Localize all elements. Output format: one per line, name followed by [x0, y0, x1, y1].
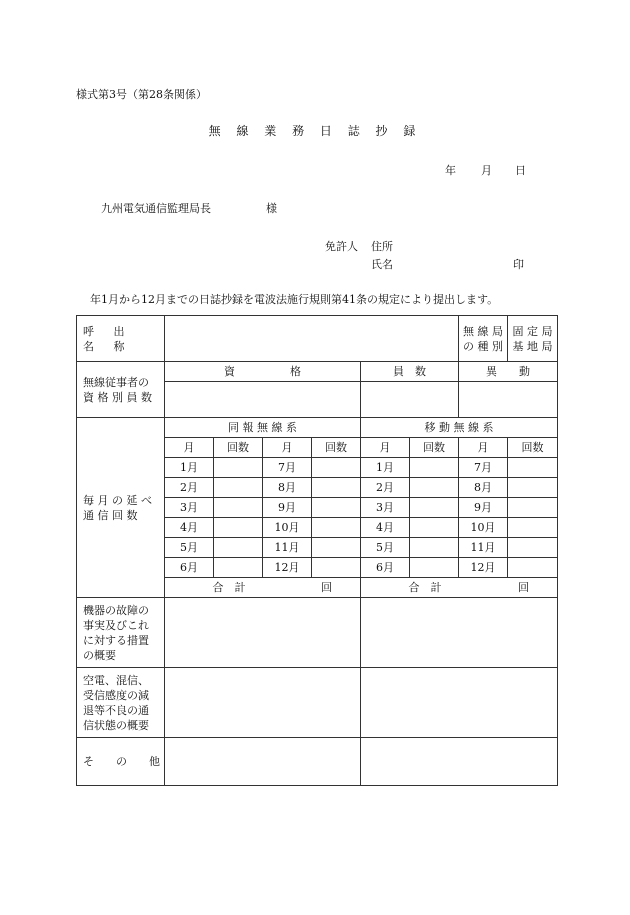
log-summary-table — [76, 315, 558, 786]
count-cell — [508, 538, 558, 558]
other-mobile-value — [361, 738, 558, 786]
month-cell: 1月 — [361, 458, 410, 478]
count-cell — [410, 538, 459, 558]
licensee-label: 免許人 — [325, 240, 358, 253]
staff-header-row — [77, 362, 558, 382]
date-month-label: 月 — [481, 164, 492, 177]
count-cell — [214, 458, 263, 478]
broadcast-total: 合 計 回 — [165, 578, 361, 598]
other-broadcast-value — [165, 738, 361, 786]
change-header: 異 動 — [459, 362, 558, 382]
addressee: 九州電気通信監理局長 — [101, 202, 211, 215]
month-cell: 9月 — [459, 498, 508, 518]
staff-qualification-label: 無線従事者の 資 格 別 員 数 — [77, 362, 165, 418]
month-cell: 4月 — [361, 518, 410, 538]
count-cell — [214, 498, 263, 518]
count-cell — [410, 498, 459, 518]
call-sign-label: 呼 出 名 称 — [77, 316, 165, 362]
month-col-header: 月 — [459, 438, 508, 458]
other-label: そ の 他 — [77, 738, 165, 786]
interference-row — [77, 668, 558, 738]
month-cell: 12月 — [459, 558, 508, 578]
call-sign-value — [165, 316, 459, 362]
station-type-value: 固 定 局 基 地 局 — [508, 316, 558, 362]
failure-label: 機器の故障の 事実及びこれ に対する措置 の概要 — [77, 598, 165, 668]
month-cell: 3月 — [361, 498, 410, 518]
other-row — [77, 738, 558, 786]
broadcast-system-header: 同 報 無 線 系 — [165, 418, 361, 438]
count-cell — [312, 478, 361, 498]
month-cell: 10月 — [263, 518, 312, 538]
count-col-header: 回数 — [410, 438, 459, 458]
count-cell — [214, 478, 263, 498]
count-cell — [508, 518, 558, 538]
count-cell — [312, 498, 361, 518]
count-cell — [410, 518, 459, 538]
date-year-label: 年 — [445, 164, 456, 177]
month-cell: 5月 — [361, 538, 410, 558]
addressee-honorific: 様 — [266, 202, 277, 215]
interference-mobile-value — [361, 668, 558, 738]
month-cell: 8月 — [459, 478, 508, 498]
count-col-header: 回数 — [214, 438, 263, 458]
staff-count-value — [361, 382, 459, 418]
staff-count-header: 員 数 — [361, 362, 459, 382]
count-cell — [508, 558, 558, 578]
count-cell — [410, 458, 459, 478]
qualification-value — [165, 382, 361, 418]
submission-statement: 年1月から12月までの日誌抄録を電波法施行規則第41条の規定により提出します。 — [90, 293, 499, 306]
month-cell: 11月 — [459, 538, 508, 558]
document-title: 無 線 業 務 日 誌 抄 録 — [208, 124, 422, 138]
count-cell — [410, 558, 459, 578]
month-cell: 12月 — [263, 558, 312, 578]
count-cell — [214, 518, 263, 538]
month-cell: 10月 — [459, 518, 508, 538]
month-cell: 11月 — [263, 538, 312, 558]
month-cell: 8月 — [263, 478, 312, 498]
count-cell — [312, 458, 361, 478]
failure-row — [77, 598, 558, 668]
seal-mark: 印 — [513, 258, 524, 271]
count-cell — [508, 478, 558, 498]
month-cell: 1月 — [165, 458, 214, 478]
month-cell: 2月 — [361, 478, 410, 498]
count-cell — [508, 458, 558, 478]
failure-broadcast-value — [165, 598, 361, 668]
monthly-count-label: 毎 月 の 延 べ 通 信 回 数 — [77, 418, 165, 598]
month-cell: 6月 — [361, 558, 410, 578]
month-cell: 4月 — [165, 518, 214, 538]
count-col-header: 回数 — [508, 438, 558, 458]
form-number: 様式第3号（第28条関係） — [76, 88, 207, 101]
mobile-total: 合 計 回 — [361, 578, 558, 598]
month-cell: 9月 — [263, 498, 312, 518]
interference-broadcast-value — [165, 668, 361, 738]
month-cell: 2月 — [165, 478, 214, 498]
failure-mobile-value — [361, 598, 558, 668]
month-cell: 3月 — [165, 498, 214, 518]
count-cell — [214, 558, 263, 578]
count-col-header: 回数 — [312, 438, 361, 458]
count-cell — [312, 538, 361, 558]
count-cell — [214, 538, 263, 558]
month-cell: 7月 — [263, 458, 312, 478]
count-cell — [508, 498, 558, 518]
month-cell: 7月 — [459, 458, 508, 478]
name-label: 氏名 — [371, 258, 393, 271]
qualification-header: 資 格 — [165, 362, 361, 382]
count-cell — [312, 518, 361, 538]
call-sign-row — [77, 316, 558, 362]
month-col-header: 月 — [165, 438, 214, 458]
interference-label: 空電、混信、 受信感度の減 退等不良の通 信状態の概要 — [77, 668, 165, 738]
month-col-header: 月 — [361, 438, 410, 458]
month-cell: 6月 — [165, 558, 214, 578]
mobile-system-header: 移 動 無 線 系 — [361, 418, 558, 438]
station-type-label: 無 線 局 の 種 別 — [459, 316, 508, 362]
system-header-row — [77, 418, 558, 438]
change-value — [459, 382, 558, 418]
count-cell — [410, 478, 459, 498]
month-cell: 5月 — [165, 538, 214, 558]
count-cell — [312, 558, 361, 578]
address-label: 住所 — [371, 240, 393, 253]
month-col-header: 月 — [263, 438, 312, 458]
date-day-label: 日 — [515, 164, 526, 177]
